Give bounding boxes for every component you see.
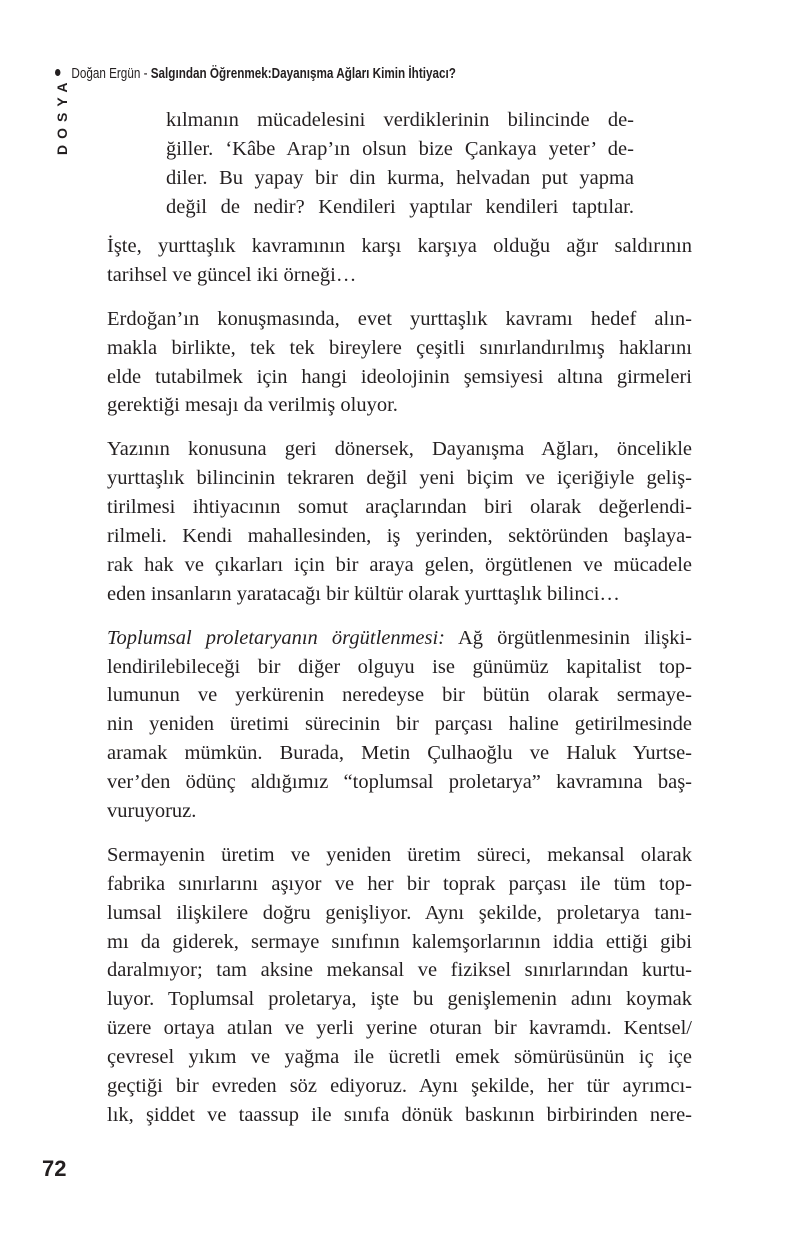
text-line: rak hak ve çıkarları için bir araya gelen, örgütlenen ve mücadele [107,553,692,576]
text-line: Erdoğan’ın konuşmasında, evet yurttaşlık kavramı hedef alın- [107,307,692,330]
text-line: üzere ortaya atılan ve yerli yerine oturan bir kavramdı. Kentsel/ [107,1017,692,1040]
text-line: mı da giderek, sermaye sınıfının kalemşorlarının iddia ettiği gibi [107,930,692,953]
text-line: elde tutabilmek için hangi ideolojinin şemsiyesi altına girmeleri [107,365,692,388]
text-line: lık, şiddet ve taassup ile sınıfa dönük baskının birbirinden nere- [107,1103,692,1126]
quote-line: kılmanın mücadelesini verdiklerinin bilincinde de- [166,109,634,131]
text-line: çevresel yıkım ve yağma ile ücretli emek sömürüsünün iç içe [107,1046,692,1069]
paragraph [107,435,692,608]
text-line: geçtiği bir evreden söz ediyoruz. Aynı şekilde, her tür ayrımcı- [107,1075,692,1098]
text-line: aramak mümkün. Burada, Metin Çulhaoğlu ve Haluk Yurtse- [107,742,692,765]
running-header [55,65,456,82]
text-line: İşte, yurttaşlık kavramının karşı karşıya olduğu ağır saldırının [107,235,692,257]
block-quote [166,106,634,222]
quote-line: ğiller. ‘Kâbe Arap’ın olsun bize Çankaya yeter’ de- [166,137,634,160]
text-line [107,624,692,653]
text-line: nin yeniden üretimi sürecinin bir parçası haline getirilmesinde [107,713,692,736]
header-author: Doğan Ergün - [71,65,151,82]
text-line: Sermayenin üretim ve yeniden üretim süreci, mekansal olarak [107,843,692,866]
bullet-icon [55,69,60,76]
section-label: DOSYA [54,76,70,155]
paragraph [107,624,692,826]
text-line: lumsal ilişkilere doğru genişliyor. Aynı şekilde, proletarya tanı- [107,901,692,924]
text-line: tarihsel ve güncel iki örneği… [107,263,357,286]
text-line: fabrika sınırlarını aşıyor ve her bir toprak parçası ile tüm top- [107,872,692,895]
text-line: vuruyoruz. [107,800,197,823]
text-line: gerektiği mesajı da verilmiş oluyor. [107,394,398,417]
text-line: ver’den ödünç aldığımız “toplumsal proletarya” kavramına baş- [107,771,692,794]
paragraph [107,232,692,290]
text-line: luyor. Toplumsal proletarya, işte bu genişlemenin adını koymak [107,988,692,1011]
header-title: Salgından Öğrenmek:Dayanışma Ağları Kimin İhtiyacı? [150,65,456,82]
page-number: 72 [42,1156,67,1181]
text-line: Yazının konusuna geri dönersek, Dayanışma Ağları, öncelikle [107,438,692,461]
text-line: tirilmesi ihtiyacının somut araçlarından biri olarak değerlendi- [107,496,692,519]
text-line: lumunun ve yerkürenin neredeyse bir bütün olarak sermaye- [107,684,692,707]
text-line: daralmıyor; tam aksine mekansal ve fiziksel sınırlarından kurtu- [107,959,692,982]
quote-line: diler. Bu yapay bir din kurma, helvadan put yapma [166,166,634,189]
body-text [107,232,692,1145]
text-line: lendirilebileceği bir diğer olguyu ise günümüz kapitalist top- [107,655,692,678]
paragraph [107,305,692,421]
lead-rest: Ağ örgütlenmesinin ilişki- [445,626,692,649]
paragraph [107,841,692,1130]
quote-line: değil de nedir? Kendileri yaptılar kendileri taptılar. [166,195,634,218]
text-line: makla birlikte, tek tek bireylere çeşitli sınırlandırılmış haklarını [107,336,692,359]
text-line: yurttaşlık bilincinin tekraren değil yeni biçim ve içeriğiyle geliş- [107,467,692,490]
text-line: rilmeli. Kendi mahallesinden, iş yerinden, sektöründen başlaya- [107,525,692,548]
italic-lead: Toplumsal proletaryanın örgütlenmesi: [107,626,446,649]
text-line: eden insanların yaratacağı bir kültür olarak yurttaşlık bilinci… [107,582,620,605]
